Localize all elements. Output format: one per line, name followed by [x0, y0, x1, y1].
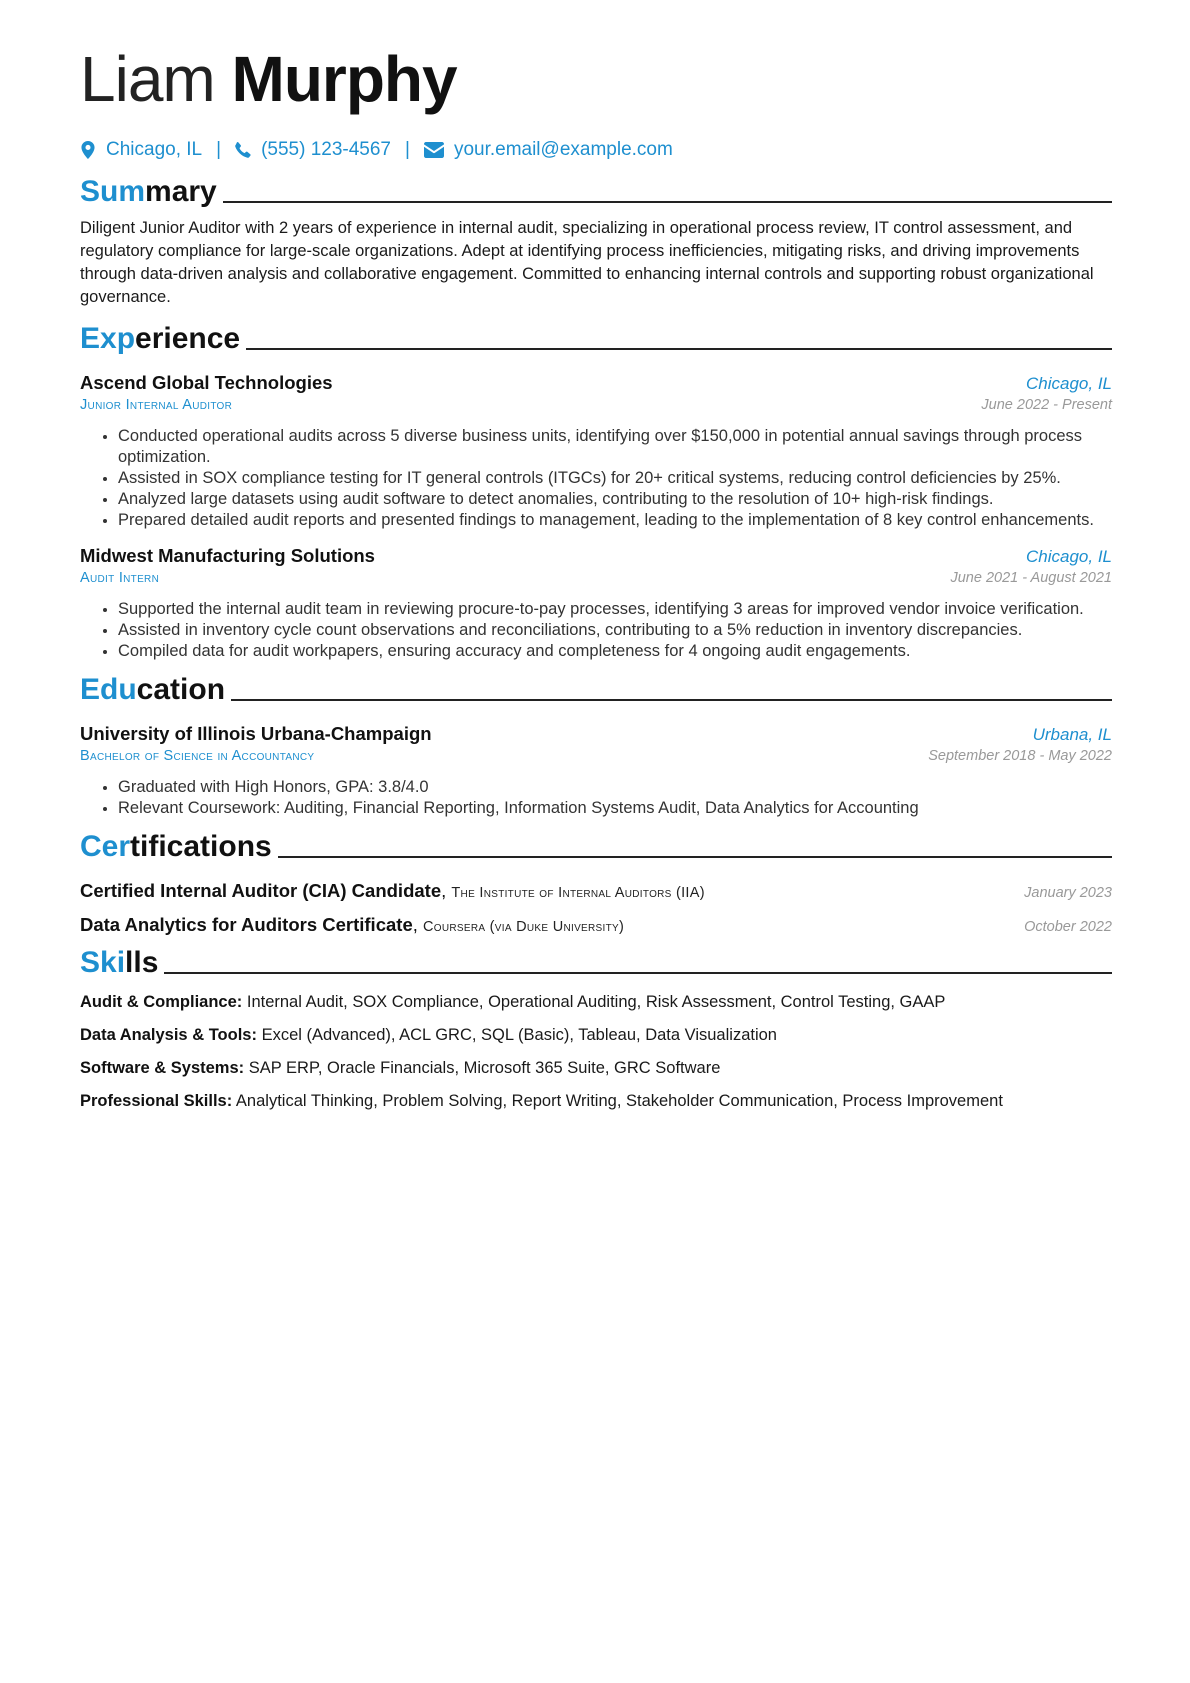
skill-row — [80, 1058, 1112, 1079]
skill-row — [80, 1025, 1112, 1046]
first-name: Liam — [80, 43, 215, 115]
candidate-name — [80, 43, 1112, 115]
skill-label: Software & Systems: — [80, 1059, 245, 1077]
school-name: University of Illinois Urbana-Champaign — [80, 723, 432, 744]
list-item: • Analyzed large datasets using audit software to detect anomalies, contributing to the resolution of 10+ high-risk findings. — [118, 489, 1112, 510]
contact-line — [80, 138, 1112, 162]
certification-issuer: The Institute of Internal Auditors (IIA) — [451, 885, 705, 901]
section-divider — [278, 856, 1112, 858]
skill-values: Analytical Thinking, Problem Solving, Report Writing, Stakeholder Communication, Process Improvement — [235, 1092, 1003, 1110]
section-title-summary — [80, 175, 1112, 209]
section-divider — [231, 699, 1112, 701]
section-heading: Education — [80, 673, 226, 706]
certification-date: October 2022 — [1024, 919, 1112, 935]
degree: Bachelor of Science in Accountancy — [80, 748, 315, 764]
list-item: • Assisted in inventory cycle count observations and reconciliations, contributing to a 5% reduction in inventory discrepancies. — [118, 620, 1112, 641]
certification-date: January 2023 — [1024, 885, 1112, 901]
employer-name: Ascend Global Technologies — [80, 372, 333, 393]
map-pin-icon — [80, 141, 96, 159]
employer-name: Midwest Manufacturing Solutions — [80, 545, 375, 566]
section-divider — [246, 348, 1112, 350]
skill-row — [80, 1091, 1112, 1112]
list-item: • Graduated with High Honors, GPA: 3.8/4.0 — [118, 777, 1112, 798]
school-location: Urbana, IL — [1032, 725, 1112, 744]
certification-entry: Data Analytics for Auditors Certificate, Coursera (via Duke University) October 2022 — [80, 914, 1112, 935]
education-entry — [80, 723, 1112, 819]
contact-email[interactable] — [424, 139, 673, 161]
experience-entry — [80, 372, 1112, 531]
skill-values: Internal Audit, SOX Compliance, Operational Auditing, Risk Assessment, Control Testing, GAAP — [246, 993, 946, 1011]
contact-phone[interactable] — [235, 139, 391, 161]
job-dates: June 2022 - Present — [981, 397, 1112, 413]
job-title: Junior Internal Auditor — [80, 397, 233, 413]
job-dates: June 2021 - August 2021 — [950, 570, 1112, 586]
contact-separator: | — [405, 139, 410, 160]
section-divider — [164, 972, 1112, 974]
section-heading: Experience — [80, 322, 241, 355]
experience-entry — [80, 545, 1112, 662]
skill-values: SAP ERP, Oracle Financials, Microsoft 365 Suite, GRC Software — [248, 1059, 721, 1077]
skill-label: Audit & Compliance: — [80, 993, 243, 1011]
skill-row — [80, 992, 1112, 1013]
contact-separator: | — [216, 139, 222, 160]
list-item: • Compiled data for audit workpapers, ensuring accuracy and completeness for 4 ongoing audit engagements. — [118, 641, 1112, 662]
section-divider — [223, 201, 1112, 203]
section-title-education — [80, 673, 1112, 707]
employer-location: Chicago, IL — [1026, 547, 1112, 566]
section-heading: Summary — [80, 175, 217, 208]
summary-text: Diligent Junior Auditor with 2 years of experience in internal audit, specializing in operational process review, IT control assessment, and regulatory compliance for large-scale organizations. Adept at identifying process inefficiencies, mitigating risks, and driving improvements through data-driven analysis and collaborative engagement. Committed to enhancing internal controls and supporting robust organizational governance. — [80, 219, 1094, 306]
job-bullets — [80, 599, 1112, 662]
skill-label: Professional Skills: — [80, 1092, 233, 1110]
skill-values: Excel (Advanced), ACL GRC, SQL (Basic), Tableau, Data Visualization — [261, 1026, 777, 1044]
envelope-icon — [424, 142, 444, 158]
skill-label: Data Analysis & Tools: — [80, 1026, 257, 1044]
list-item: • Prepared detailed audit reports and presented findings to management, leading to the implementation of 8 key control enhancements. — [118, 510, 1112, 531]
certification-name: Certified Internal Auditor (CIA) Candidate — [80, 880, 442, 901]
section-heading: Certifications — [80, 830, 272, 863]
section-heading: Skills — [80, 946, 159, 979]
last-name: Murphy — [231, 43, 457, 115]
education-dates: September 2018 - May 2022 — [928, 748, 1112, 764]
phone-text: (555) 123-4567 — [261, 139, 391, 160]
job-bullets — [80, 426, 1112, 531]
section-title-skills — [80, 946, 1112, 980]
job-title: Audit Intern — [80, 570, 160, 586]
certification-name: Data Analytics for Auditors Certificate — [80, 914, 413, 935]
location-text: Chicago, IL — [106, 139, 203, 160]
list-item: • Conducted operational audits across 5 diverse business units, identifying over $150,000 in potential annual savings through process optimization. — [118, 426, 1112, 468]
employer-location: Chicago, IL — [1026, 374, 1112, 393]
section-title-certifications — [80, 830, 1112, 864]
certification-issuer: Coursera (via Duke University) — [423, 919, 625, 935]
email-link[interactable]: your.email@example.com — [453, 139, 673, 160]
phone-icon — [235, 141, 251, 159]
list-item: • Assisted in SOX compliance testing for IT general controls (ITGCs) for 20+ critical systems, reducing control deficiencies by 25%. — [118, 468, 1112, 489]
education-bullets — [80, 777, 1112, 819]
certification-entry: Certified Internal Auditor (CIA) Candidate, The Institute of Internal Auditors (IIA) January 2023 — [80, 880, 1112, 901]
list-item: • Relevant Coursework: Auditing, Financial Reporting, Information Systems Audit, Data Analytics for Accounting — [118, 798, 1112, 819]
section-title-experience — [80, 322, 1112, 356]
list-item: • Supported the internal audit team in reviewing procure-to-pay processes, identifying 3 areas for improved vendor invoice verification. — [118, 599, 1112, 620]
contact-location — [80, 139, 202, 161]
